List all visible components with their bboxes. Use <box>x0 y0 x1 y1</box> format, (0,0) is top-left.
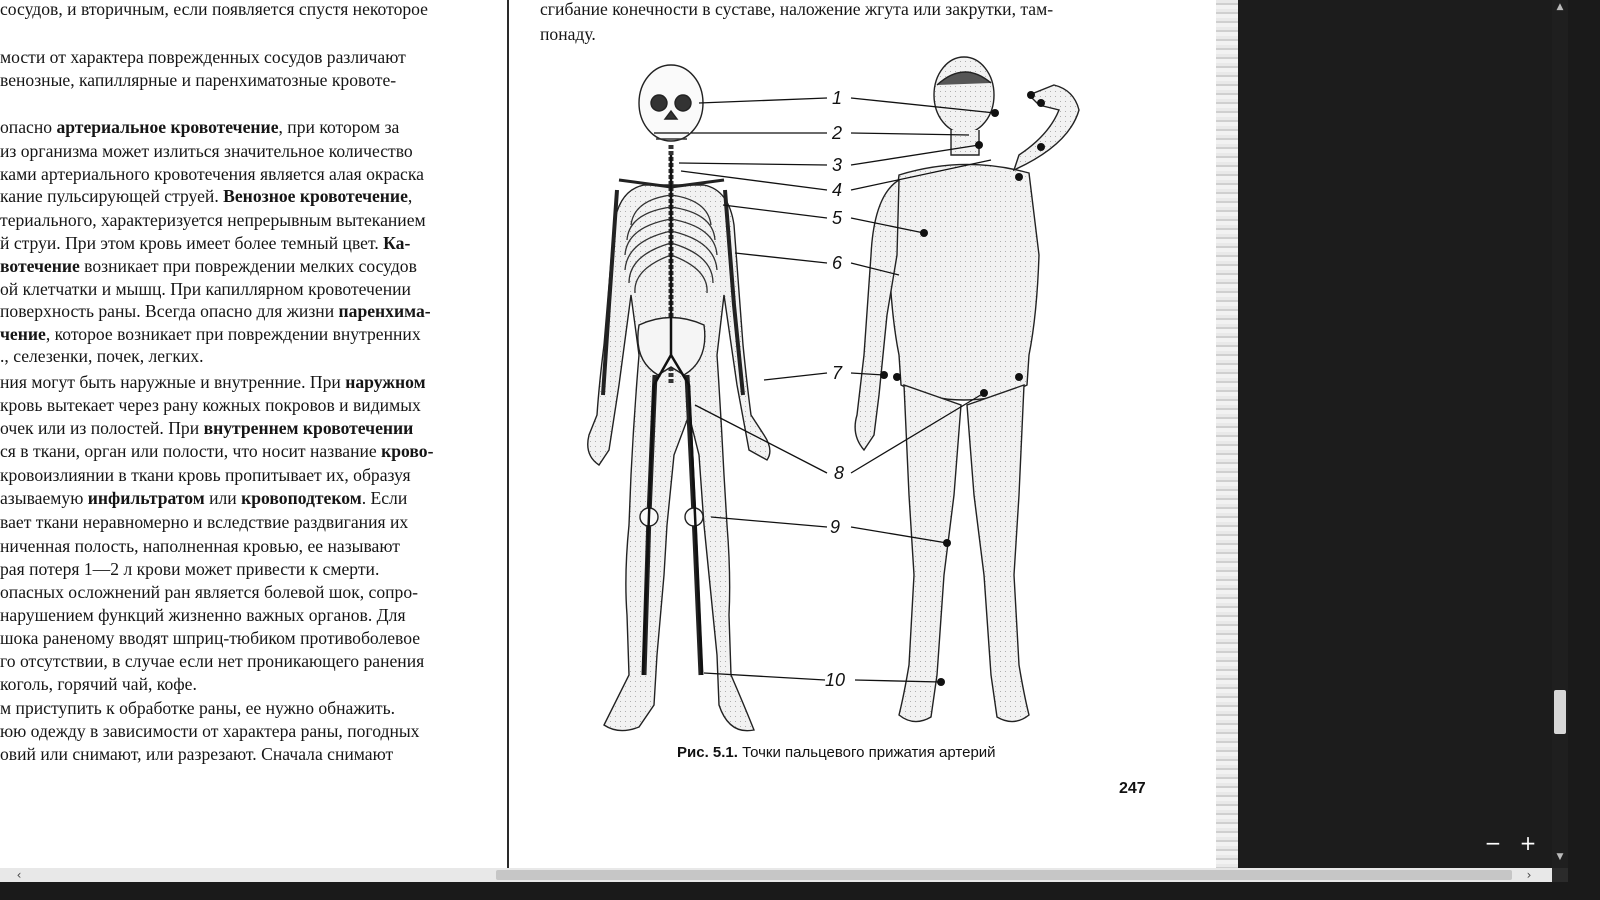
horizontal-scroll-thumb[interactable] <box>496 870 1512 880</box>
text-run: азываемую <box>0 488 88 508</box>
standing-man-figure <box>855 57 1079 722</box>
text-run: или <box>204 488 242 508</box>
left-text-line <box>0 743 393 765</box>
text-run: мости от характера поврежденных сосудов различают <box>0 47 406 67</box>
left-text-line <box>0 209 426 231</box>
bold-term: чение <box>0 324 46 344</box>
figure-caption <box>677 744 996 761</box>
left-text-line <box>0 140 413 162</box>
text-run: вает ткани неравномерно и вследствие раздвигания их <box>0 512 409 532</box>
bold-term: вотечение <box>0 256 80 276</box>
caption-number: Рис. 5.1. <box>677 744 738 761</box>
text-run: венозные, капиллярные и паренхиматозные кровоте- <box>0 70 397 90</box>
left-text-line <box>0 278 411 300</box>
label-6: 6 <box>832 253 843 273</box>
zoom-out-button[interactable]: − <box>1484 831 1502 855</box>
bold-term: крово- <box>381 441 434 461</box>
left-text-line <box>0 394 421 416</box>
text-run: кровь вытекает через рану кожных покровов и видимых <box>0 395 421 415</box>
text-run: го отсутствии, в случае если нет проникающего ранения <box>0 651 425 671</box>
left-text-line <box>0 345 204 367</box>
skeleton-figure <box>588 65 770 731</box>
text-run: опасно <box>0 117 57 137</box>
label-1: 1 <box>832 88 843 108</box>
bold-term: кровоподтеком <box>241 488 362 508</box>
label-5: 5 <box>832 208 843 228</box>
scroll-up-arrow-icon[interactable]: ▲ <box>1556 2 1564 12</box>
arteries-figure <box>559 55 1189 755</box>
left-text-line <box>0 69 396 91</box>
text-run: ками артериального кровотечения является алая окраска <box>0 164 424 184</box>
label-4: 4 <box>832 180 843 200</box>
bold-term: наружном <box>345 372 426 392</box>
left-text-line <box>0 604 406 626</box>
bold-term: внутреннем кровотечении <box>203 418 414 438</box>
left-text-line <box>0 185 412 207</box>
text-run: , <box>407 186 413 206</box>
text-run: , при котором за <box>278 117 400 137</box>
left-text-line <box>0 371 426 393</box>
vertical-scrollbar[interactable] <box>1552 0 1568 868</box>
text-run: ния могут быть наружные и внутренние. При <box>0 372 346 392</box>
left-text-line <box>0 300 431 322</box>
scroll-right-arrow-icon[interactable]: › <box>1526 868 1532 882</box>
text-run: шока раненому вводят шприц-тюбиком противоболевое <box>0 628 421 648</box>
right-page-line-2: понаду. <box>540 24 596 44</box>
text-run: кание пульсирующей струей. <box>0 186 224 206</box>
right-page-line-1: сгибание конечности в суставе, наложение жгута или закрутки, там- <box>540 0 1054 19</box>
text-run: ниченная полость, наполненная кровью, ее называют <box>0 536 400 556</box>
bold-term: артериальное кровотечение <box>56 117 279 137</box>
bold-term: инфильтратом <box>87 488 205 508</box>
left-text-line <box>0 323 421 345</box>
book-gutter <box>1216 0 1238 868</box>
text-run: териального, характеризуется непрерывным вытеканием <box>0 210 426 230</box>
left-text-line <box>0 163 424 185</box>
zoom-in-button[interactable]: + <box>1519 831 1537 855</box>
left-text-line <box>0 650 424 672</box>
left-text-line <box>0 673 197 695</box>
left-text-line <box>0 511 408 533</box>
scroll-left-arrow-icon[interactable]: ‹ <box>16 868 22 882</box>
left-text-line <box>0 0 428 20</box>
text-run: рая потеря 1—2 л крови может привести к смерти. <box>0 559 380 579</box>
text-run: овий или снимают, или разрезают. Сначала снимают <box>0 744 394 764</box>
page-number: 247 <box>1119 780 1146 797</box>
left-text-line <box>0 116 399 138</box>
left-text-line <box>0 558 379 580</box>
bold-term: паренхима- <box>338 301 431 321</box>
label-9: 9 <box>830 517 841 537</box>
scroll-down-arrow-icon[interactable]: ▼ <box>1556 852 1564 862</box>
text-run: нарушением функций жизненно важных органов. Для <box>0 605 406 625</box>
caption-text: Точки пальцевого прижатия артерий <box>737 744 996 761</box>
text-run: й струи. При этом кровь имеет более темный цвет. <box>0 233 384 253</box>
text-run: опасных осложнений ран является болевой шок, сопро- <box>0 582 419 602</box>
text-run: ., селезенки, почек, легких. <box>0 346 204 366</box>
text-run: сосудов, и вторичным, если появляется спустя некоторое <box>0 0 428 19</box>
left-text-line <box>0 720 419 742</box>
left-text-line <box>0 417 413 439</box>
label-3: 3 <box>832 155 843 175</box>
bold-term: Венозное кровотечение <box>223 186 408 206</box>
label-10: 10 <box>825 670 846 690</box>
text-run: юю одежду в зависимости от характера раны, погодных <box>0 721 420 741</box>
text-run: кровоизлиянии в ткани кровь пропитывает их, образуя <box>0 465 411 485</box>
text-run: ся в ткани, орган или полости, что носит название <box>0 441 382 461</box>
text-run: очек или из полостей. При <box>0 418 204 438</box>
right-page <box>509 0 1238 868</box>
text-run: . Если <box>361 488 408 508</box>
left-text-line <box>0 487 407 509</box>
label-7: 7 <box>832 363 843 383</box>
text-run: поверхность раны. Всегда опасно для жизни <box>0 301 339 321</box>
left-text-line <box>0 464 411 486</box>
text-run: коголь, горячий чай, кофе. <box>0 674 197 694</box>
figure-illustration <box>559 55 1189 755</box>
left-text-line <box>0 627 420 649</box>
text-run: возникает при повреждении мелких сосудов <box>79 256 417 276</box>
viewer-background <box>1238 0 1552 868</box>
left-page <box>0 0 509 868</box>
text-run: м приступить к обработке раны, ее нужно обнажить. <box>0 698 396 718</box>
left-text-line <box>0 440 433 462</box>
left-text-line <box>0 46 406 68</box>
bold-term: Ка- <box>383 233 411 253</box>
left-text-line <box>0 581 418 603</box>
label-8: 8 <box>834 463 845 483</box>
text-run: , которое возникает при повреждении внутренних <box>45 324 421 344</box>
left-text-line <box>0 255 417 277</box>
horizontal-scrollbar[interactable] <box>0 868 1568 882</box>
left-text-line <box>0 232 410 254</box>
text-run: из организма может излиться значительное количество <box>0 141 413 161</box>
vertical-scroll-thumb[interactable] <box>1554 690 1566 734</box>
left-text-line <box>0 697 395 719</box>
left-text-line <box>0 535 400 557</box>
text-run: ой клетчатки и мышц. При капиллярном кровотечении <box>0 279 411 299</box>
label-2: 2 <box>832 123 843 143</box>
